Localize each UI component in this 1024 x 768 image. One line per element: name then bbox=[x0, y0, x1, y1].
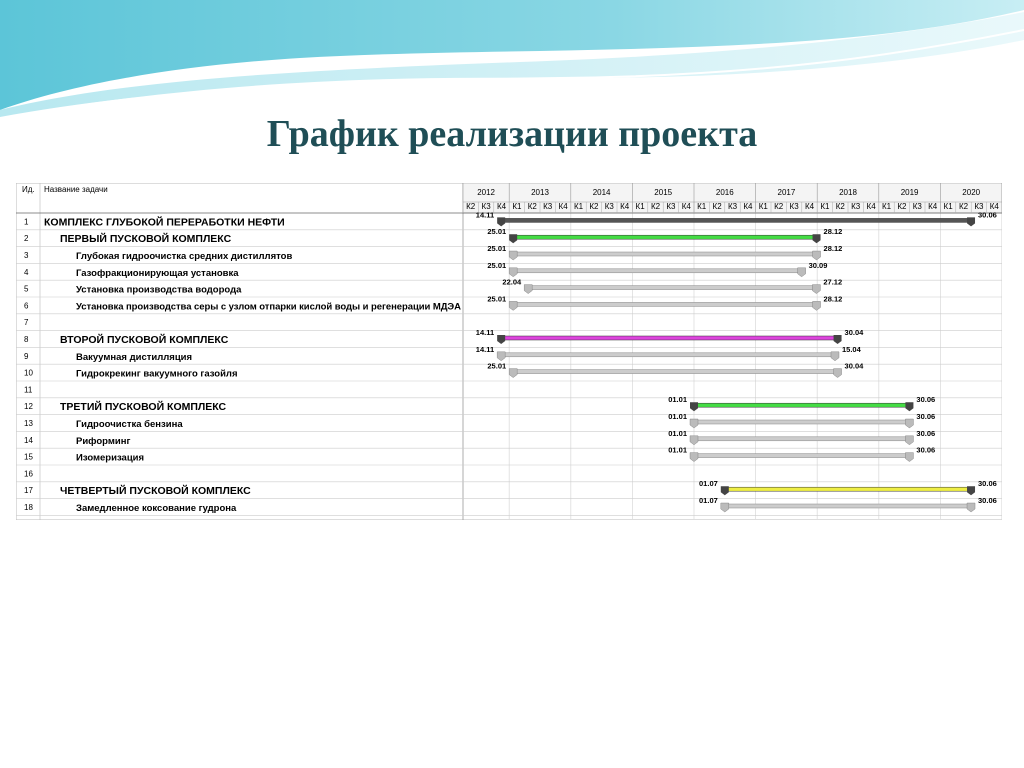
quarter-label: К4 bbox=[496, 202, 507, 211]
end-date-label: 28.12 bbox=[823, 294, 843, 304]
start-date-label: 01.01 bbox=[668, 395, 687, 405]
task-name: КОМПЛЕКС ГЛУБОКОЙ ПЕРЕРАБОТКИ НЕФТИ bbox=[44, 216, 285, 229]
year-label: 2018 bbox=[839, 188, 857, 197]
id-column-header: Ид. bbox=[22, 185, 35, 194]
task-bar bbox=[725, 504, 971, 508]
start-date-label: 22.04 bbox=[502, 277, 522, 287]
quarter-label: К2 bbox=[897, 202, 907, 211]
quarter-label: К1 bbox=[881, 202, 892, 211]
task-name: Установка производства серы с узлом отпарки кислой воды и регенерации МДЭА bbox=[76, 301, 461, 313]
quarter-label: К4 bbox=[743, 202, 753, 211]
quarter-label: К3 bbox=[727, 202, 738, 211]
quarter-label: К2 bbox=[527, 202, 537, 211]
end-date-label: 27.12 bbox=[823, 277, 843, 287]
start-date-label: 14.11 bbox=[475, 328, 495, 337]
task-id: 10 bbox=[24, 368, 33, 378]
quarter-label: К4 bbox=[989, 202, 999, 211]
year-label: 2015 bbox=[654, 188, 673, 197]
task-id: 4 bbox=[24, 267, 29, 277]
task-name: ТРЕТИЙ ПУСКОВОЙ КОМПЛЕКС bbox=[60, 401, 227, 414]
year-label: 2016 bbox=[715, 188, 734, 197]
start-date-label: 14.11 bbox=[475, 210, 495, 220]
start-date-label: 01.01 bbox=[668, 428, 687, 438]
quarter-label: К2 bbox=[712, 202, 722, 211]
task-bar bbox=[694, 437, 909, 441]
task-bar bbox=[694, 420, 909, 424]
task-id: 15 bbox=[24, 452, 33, 462]
year-label: 2017 bbox=[777, 188, 796, 197]
task-name: Глубокая гидроочистка средних дистиллятов bbox=[76, 251, 293, 262]
quarter-label: К4 bbox=[804, 202, 815, 211]
page-title: График реализации проекта bbox=[266, 113, 758, 155]
task-bar bbox=[528, 286, 816, 290]
task-id: 8 bbox=[24, 335, 29, 344]
task-id: 16 bbox=[24, 469, 33, 479]
quarter-label: К3 bbox=[543, 202, 553, 211]
year-label: 2019 bbox=[900, 188, 919, 197]
end-date-label: 30.06 bbox=[916, 445, 936, 455]
task-name: ЧЕТВЕРТЫЙ ПУСКОВОЙ КОМПЛЕКС bbox=[60, 485, 251, 498]
task-name: Гидроочистка бензина bbox=[76, 419, 183, 430]
end-date-label: 30.04 bbox=[844, 328, 864, 337]
quarter-label: К3 bbox=[851, 202, 861, 211]
task-bar bbox=[501, 353, 835, 357]
quarter-label: К4 bbox=[558, 202, 568, 211]
task-id: 3 bbox=[24, 251, 29, 260]
summary-bar bbox=[501, 336, 837, 340]
quarter-label: К1 bbox=[512, 202, 522, 211]
summary-bar bbox=[501, 218, 971, 222]
task-id: 6 bbox=[24, 301, 29, 311]
task-name: Гидрокрекинг вакуумного газойля bbox=[76, 368, 238, 380]
quarter-label: К4 bbox=[681, 202, 691, 211]
quarter-label: К4 bbox=[866, 202, 876, 211]
task-name: ПЕРВЫЙ ПУСКОВОЙ КОМПЛЕКС bbox=[60, 233, 232, 246]
quarter-label: К1 bbox=[635, 202, 645, 211]
quarter-label: К3 bbox=[912, 202, 922, 211]
task-id: 13 bbox=[24, 419, 33, 428]
header-wave-decoration bbox=[0, 0, 1024, 130]
quarter-label: К2 bbox=[774, 202, 784, 211]
year-label: 2013 bbox=[531, 188, 549, 197]
quarter-label: К3 bbox=[604, 202, 614, 211]
quarter-label: К2 bbox=[650, 202, 661, 211]
summary-bar bbox=[694, 403, 909, 407]
task-id: 11 bbox=[24, 385, 33, 395]
quarter-label: К2 bbox=[466, 202, 476, 211]
task-name: ВТОРОЙ ПУСКОВОЙ КОМПЛЕКС bbox=[60, 334, 229, 346]
start-date-label: 25.01 bbox=[487, 361, 507, 371]
quarter-label: К2 bbox=[835, 202, 845, 211]
end-date-label: 30.06 bbox=[916, 412, 936, 421]
task-bar bbox=[513, 302, 816, 306]
task-id: 18 bbox=[24, 503, 33, 512]
start-date-label: 25.01 bbox=[487, 294, 507, 304]
task-bar bbox=[513, 370, 837, 374]
task-bar bbox=[513, 252, 816, 256]
quarter-label: К1 bbox=[758, 202, 768, 211]
quarter-label: К2 bbox=[589, 202, 599, 211]
quarter-label: К4 bbox=[928, 202, 938, 211]
quarter-label: К1 bbox=[573, 202, 584, 211]
start-date-label: 01.01 bbox=[668, 412, 687, 421]
summary-bar bbox=[725, 487, 971, 491]
end-date-label: 30.06 bbox=[916, 395, 936, 405]
task-id: 5 bbox=[24, 284, 29, 294]
task-name: Риформинг bbox=[76, 435, 131, 447]
start-date-label: 01.07 bbox=[699, 479, 718, 489]
quarter-label: К3 bbox=[481, 202, 491, 211]
end-date-label: 30.04 bbox=[844, 361, 864, 371]
task-name: Вакуумная дистилляция bbox=[76, 351, 193, 363]
end-date-label: 30.06 bbox=[978, 496, 997, 505]
task-name: Замедленное коксование гудрона bbox=[76, 503, 237, 514]
task-id: 12 bbox=[24, 402, 33, 412]
gantt-chart bbox=[16, 183, 1002, 520]
end-date-label: 15.04 bbox=[841, 344, 861, 354]
end-date-label: 28.12 bbox=[823, 244, 843, 253]
task-bar bbox=[513, 269, 801, 273]
task-id: 1 bbox=[24, 217, 29, 227]
quarter-label: К1 bbox=[697, 202, 707, 211]
end-date-label: 30.09 bbox=[808, 260, 828, 270]
start-date-label: 25.01 bbox=[487, 244, 507, 253]
task-bar bbox=[694, 454, 909, 458]
start-date-label: 01.01 bbox=[668, 445, 687, 455]
start-date-label: 25.01 bbox=[487, 227, 507, 237]
quarter-label: К4 bbox=[620, 202, 630, 211]
quarter-label: К3 bbox=[789, 202, 799, 211]
year-label: 2012 bbox=[477, 188, 495, 197]
start-date-label: 14.11 bbox=[475, 344, 495, 354]
summary-bar bbox=[513, 235, 816, 239]
quarter-label: К1 bbox=[943, 202, 953, 211]
quarter-label: К1 bbox=[820, 202, 830, 211]
task-id: 7 bbox=[24, 318, 29, 328]
end-date-label: 28.12 bbox=[823, 227, 843, 237]
start-date-label: 01.07 bbox=[699, 496, 718, 505]
year-label: 2020 bbox=[962, 188, 981, 197]
task-id: 17 bbox=[24, 486, 33, 496]
task-id: 9 bbox=[24, 351, 29, 361]
end-date-label: 30.06 bbox=[916, 428, 936, 438]
end-date-label: 30.06 bbox=[978, 210, 997, 220]
quarter-label: К3 bbox=[974, 202, 984, 211]
task-name: Газофракционирующая установка bbox=[76, 267, 239, 279]
task-id: 2 bbox=[24, 234, 29, 244]
task-id: 14 bbox=[24, 435, 33, 445]
quarter-label: К3 bbox=[666, 202, 676, 211]
task-name: Установка производства водорода bbox=[76, 284, 242, 296]
start-date-label: 25.01 bbox=[487, 260, 507, 270]
quarter-label: К2 bbox=[958, 202, 969, 211]
task-name: Изомеризация bbox=[76, 452, 145, 464]
name-column-header: Название задачи bbox=[44, 185, 108, 194]
year-label: 2014 bbox=[592, 188, 611, 197]
end-date-label: 30.06 bbox=[978, 479, 997, 489]
